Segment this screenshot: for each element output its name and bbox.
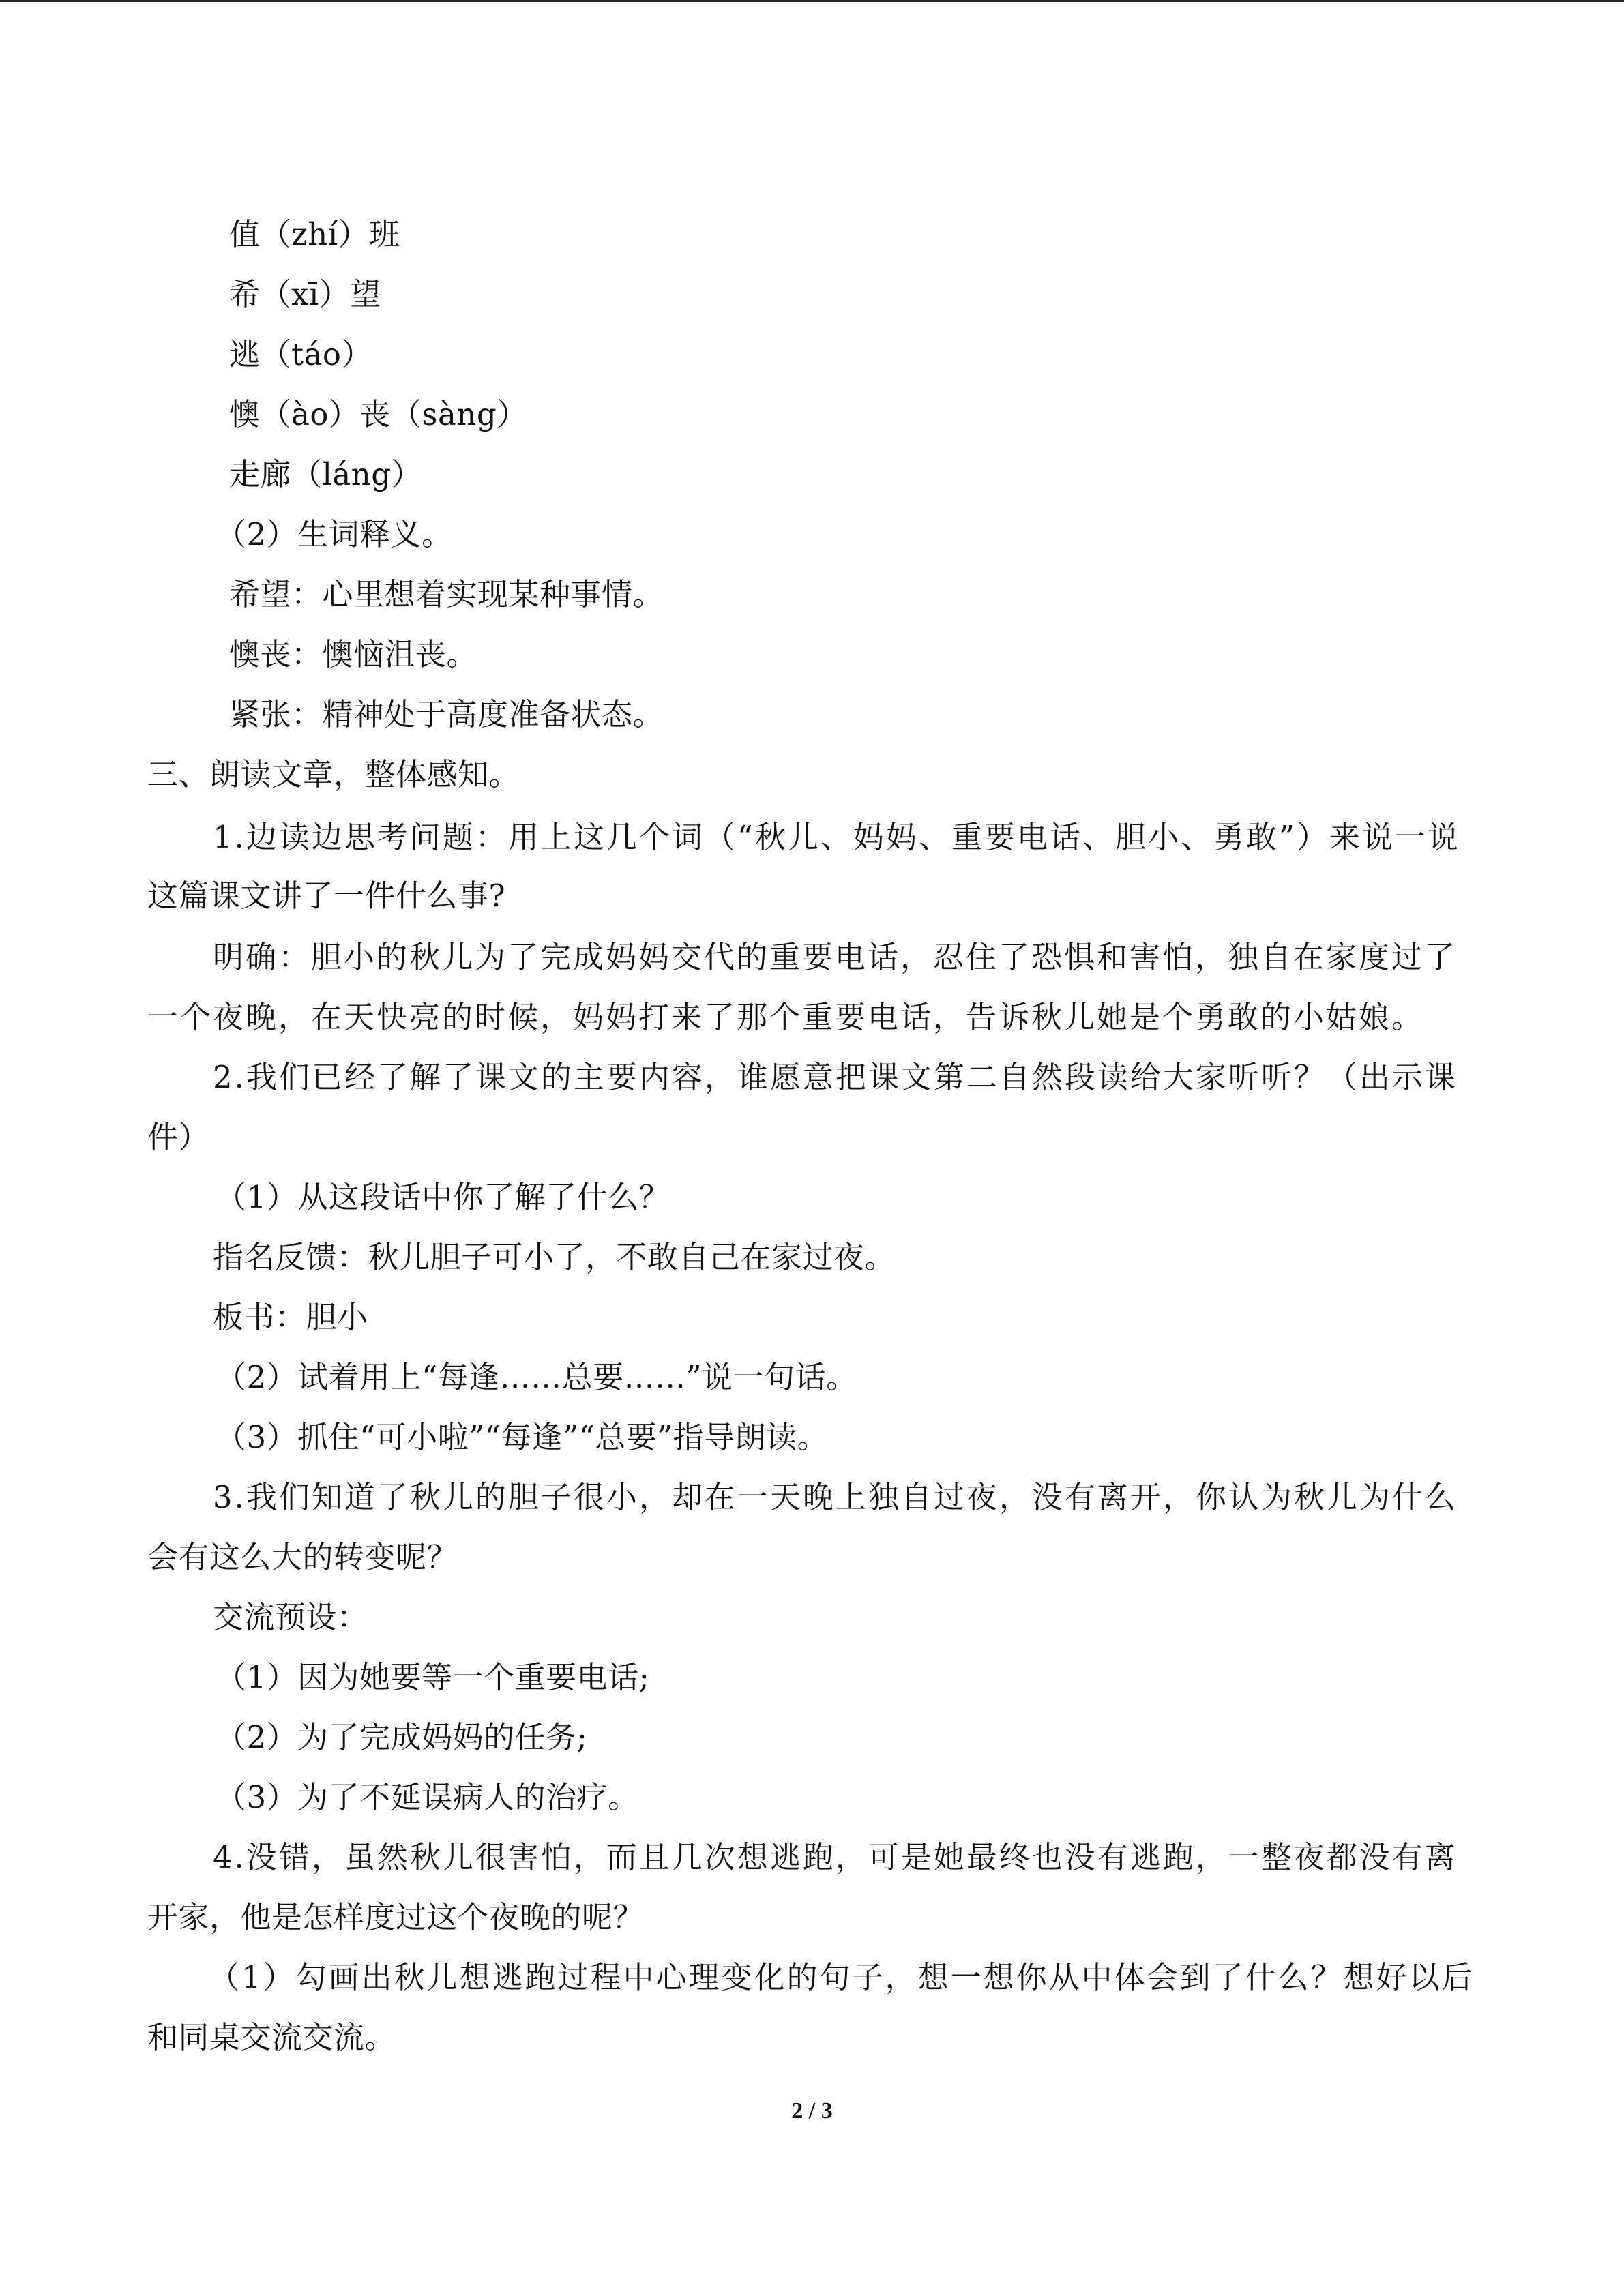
paragraph-line: 明确：胆小的秋儿为了完成妈妈交代的重要电话，忍住了恐惧和害怕，独自在家度过了: [213, 939, 1458, 975]
paragraph-line: 件）: [147, 1119, 210, 1155]
paragraph-line: 交流预设：: [213, 1599, 368, 1635]
paragraph-line: 2.我们已经了解了课文的主要内容，谁愿意把课文第二自然段读给大家听听？（出示课: [213, 1059, 1458, 1095]
paragraph-line: 会有这么大的转变呢？: [147, 1539, 458, 1575]
list-item: （2）为了完成妈妈的任务;: [216, 1719, 588, 1755]
definition-xiwang: 希望：心里想着实现某种事情。: [229, 576, 664, 612]
definition-aosang: 懊丧：懊恼沮丧。: [229, 636, 478, 672]
list-item: （3）为了不延误病人的治疗。: [216, 1779, 639, 1815]
paragraph-line: 1.边读边思考问题：用上这几个词（“秋儿、妈妈、重要电话、胆小、勇敢”）来说一说: [213, 819, 1460, 855]
paragraph-line: 这篇课文讲了一件什么事?: [147, 878, 506, 914]
pinyin-item-aosang: 懊（ào）丧（sàng）: [229, 396, 528, 432]
pinyin-item-zhiban: 值（zhí）班: [229, 216, 400, 252]
section-heading-word-meaning: （2）生词释义。: [216, 516, 453, 552]
paragraph-line: 和同桌交流交流。: [147, 2019, 396, 2055]
list-item: （1）因为她要等一个重要电话;: [216, 1659, 650, 1695]
section-heading-three: 三、朗读文章，整体感知。: [147, 756, 520, 792]
list-item: （2）试着用上“每逢……总要……”说一句话。: [216, 1359, 857, 1395]
definition-jinzhang: 紧张：精神处于高度准备状态。: [229, 696, 664, 732]
blackboard-note: 板书：胆小: [213, 1299, 368, 1335]
page-number: 2 / 3: [791, 2098, 833, 2123]
list-item: （1）从这段话中你了解了什么？: [216, 1179, 670, 1215]
paragraph-line: 3.我们知道了秋儿的胆子很小，却在一天晚上独自过夜，没有离开，你认为秋儿为什么: [213, 1479, 1458, 1515]
pinyin-item-xiwang: 希（xī）望: [229, 276, 381, 312]
paragraph-line: 指名反馈：秋儿胆子可小了，不敢自己在家过夜。: [213, 1239, 896, 1275]
paragraph-line: 开家，他是怎样度过这个夜晚的呢？: [147, 1899, 645, 1935]
pinyin-item-zoulang: 走廊（láng）: [229, 456, 423, 492]
paragraph-line: 4.没错，虽然秋儿很害怕，而且几次想逃跑，可是她最终也没有逃跑，一整夜都没有离: [213, 1839, 1458, 1875]
pinyin-item-tao: 逃（táo）: [229, 336, 373, 372]
list-item: （3）抓住“可小啦”“每逢”“总要”指导朗读。: [216, 1419, 829, 1455]
list-item: （1）勾画出秋儿想逃跑过程中心理变化的句子，想一想你从中体会到了什么？想好以后: [209, 1959, 1475, 1995]
paragraph-line: 一个夜晚，在天快亮的时候，妈妈打来了那个重要电话，告诉秋儿她是个勇敢的小姑娘。: [147, 999, 1425, 1035]
